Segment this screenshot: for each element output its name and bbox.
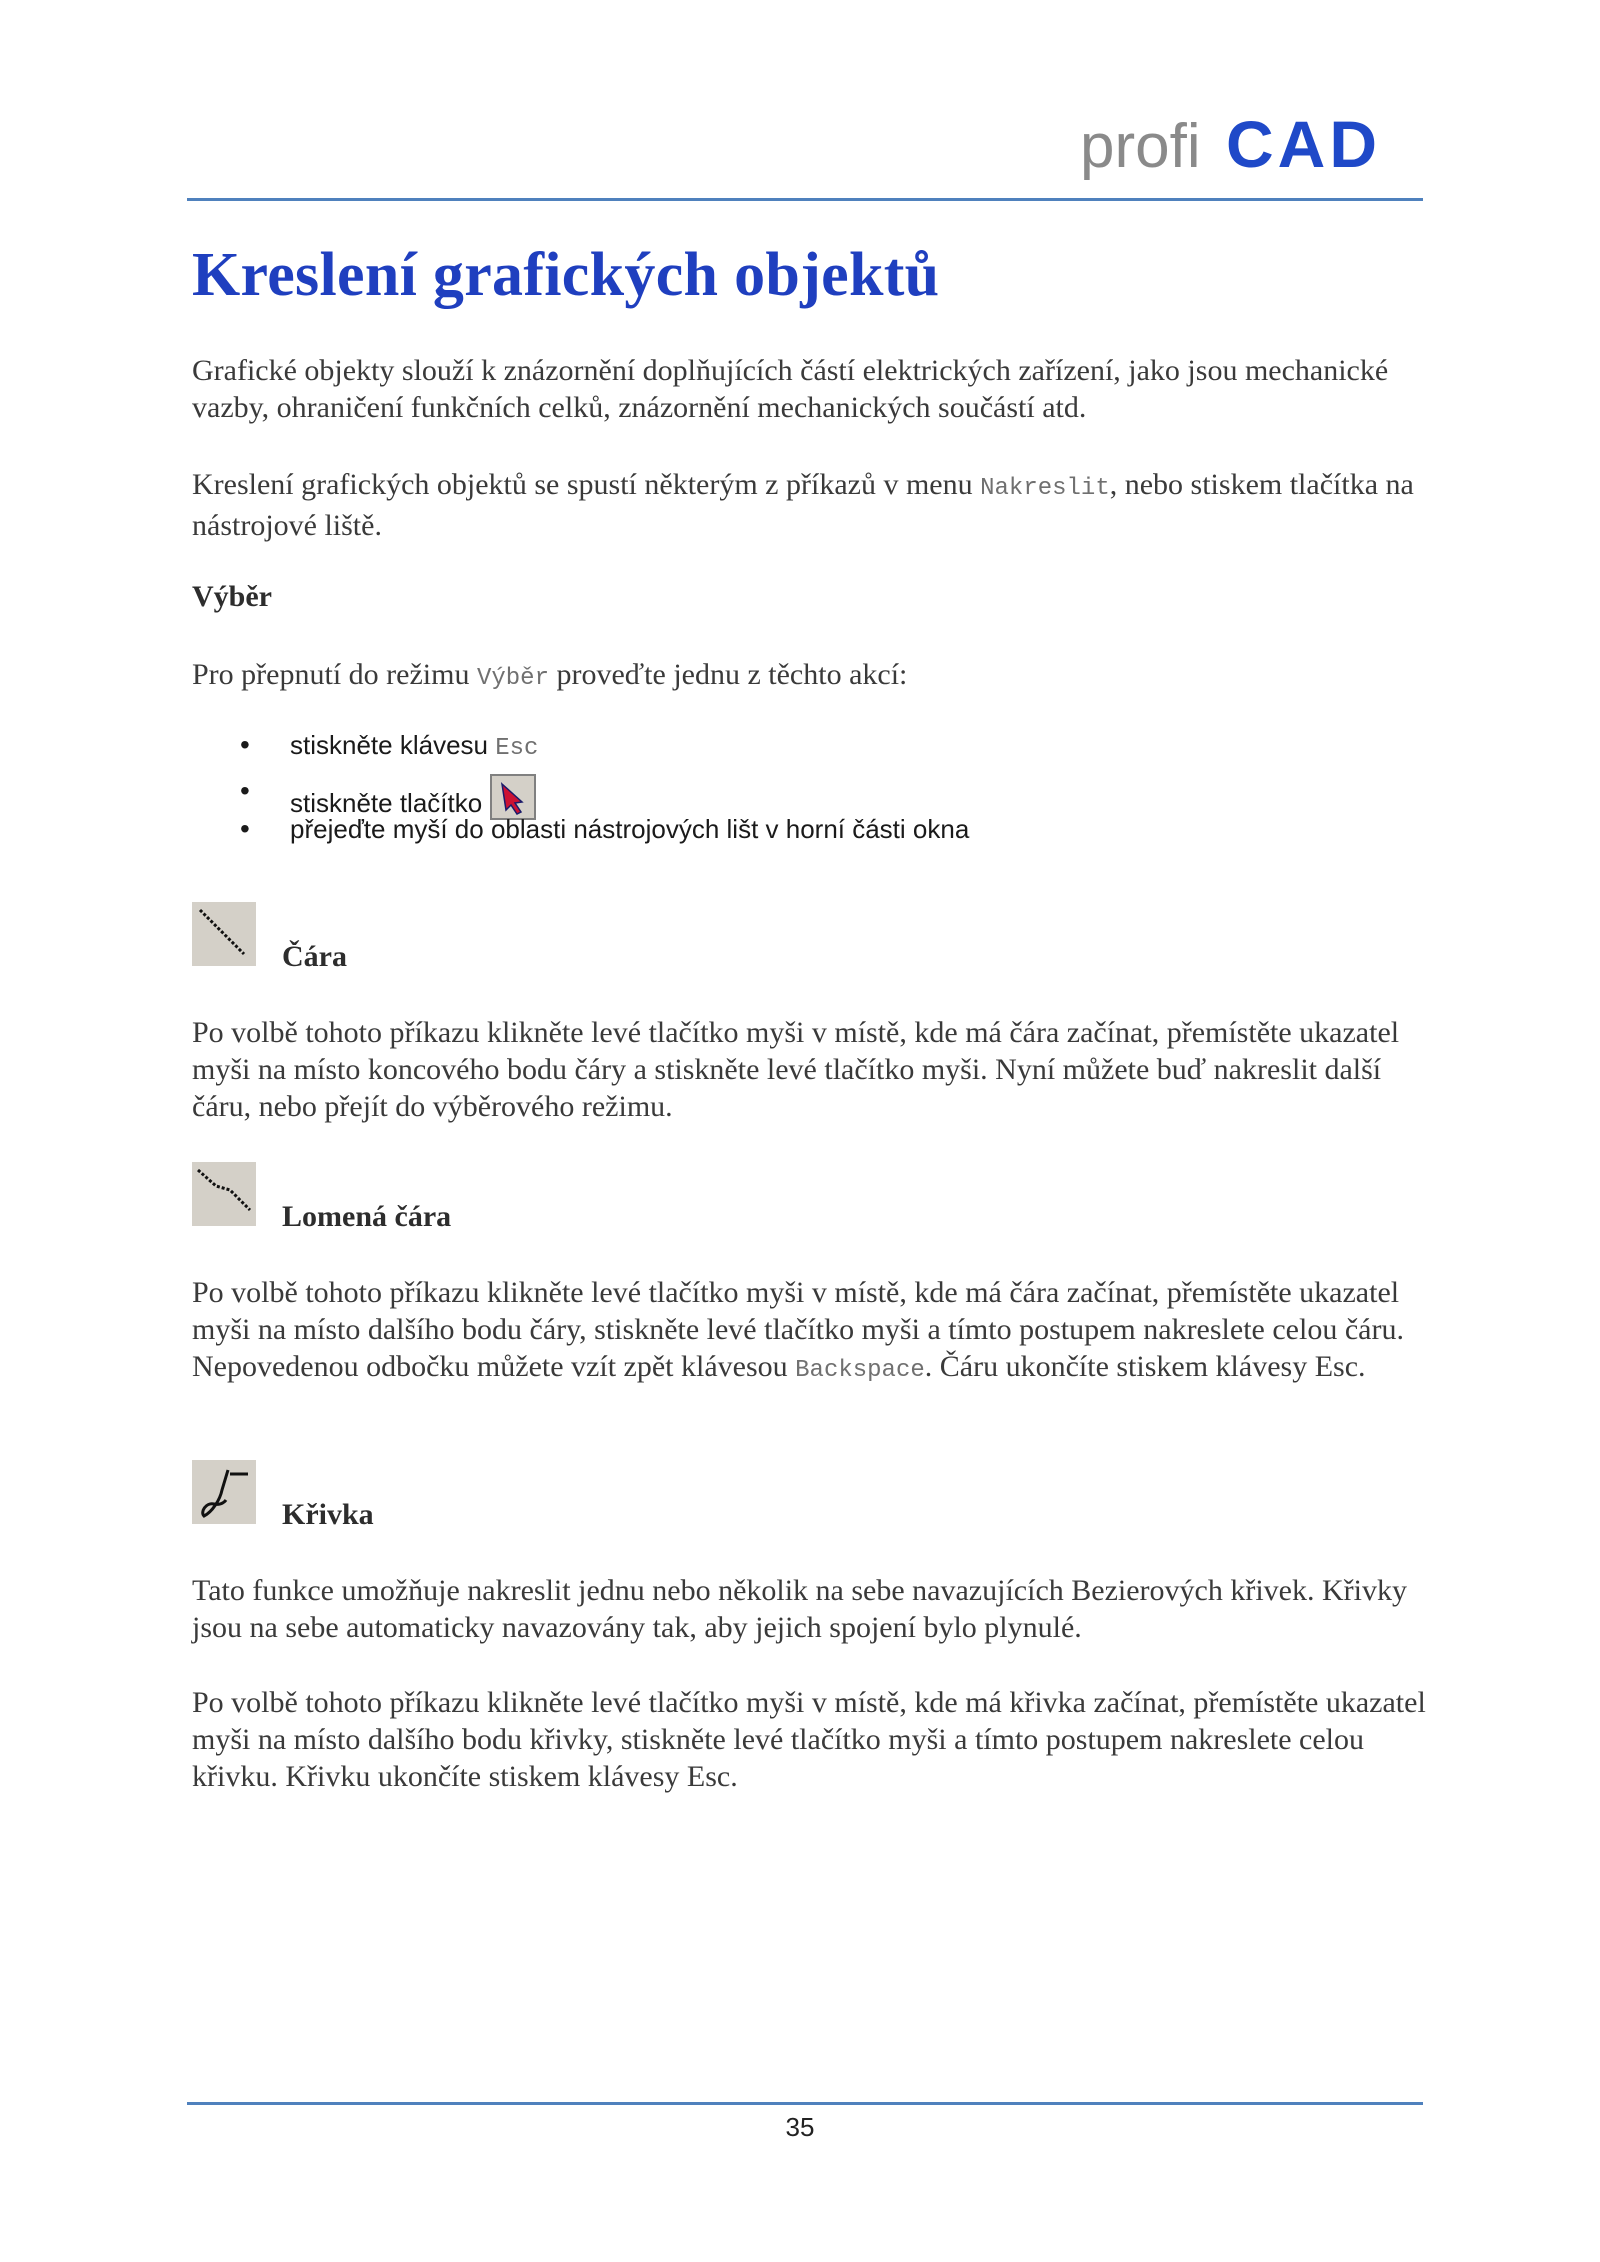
intro-p2-text-end: , nebo stiskem tlačítka na nástrojové liště. <box>192 468 1414 542</box>
curve-tool-icon <box>192 1460 256 1524</box>
mode-code-vyber: Výběr <box>476 665 549 692</box>
vyber-text-end: proveďte jednu z těchto akcí: <box>548 658 908 691</box>
lomena-text: Po volbě tohoto příkazu klikněte levé tlačítko myši v místě, kde má čára začínat, přemístěte ukazatel myši na místo dalšího bodu čáry, stiskněte levé tlačítko myši a tímto postupem nakreslete celou čáru. Nepovedenou odbočku můžete vzít zpět klávesou <box>192 1276 1404 1383</box>
key-code-esc: Esc <box>495 735 539 762</box>
lomena-paragraph <box>192 1274 1432 1389</box>
logo-text-cad: CAD <box>1226 107 1381 181</box>
vyber-bullet-list <box>240 726 969 848</box>
footer-rule <box>187 2102 1423 2105</box>
krivka-paragraph-2: Po volbě tohoto příkazu klikněte levé tlačítko myši v místě, kde má křivka začínat, přemístěte ukazatel myši na místo dalšího bodu křivky, stiskněte levé tlačítko myši a tímto postupem nakreslete celou křivku. Křivku ukončíte stiskem klávesy Esc. <box>192 1686 1426 1793</box>
lomena-text-end: . Čáru ukončíte stiskem klávesy Esc. <box>924 1350 1366 1383</box>
line-tool-icon <box>192 902 256 966</box>
menu-code-nakreslit: Nakreslit <box>980 475 1110 502</box>
section-heading-cara: Čára <box>282 940 347 973</box>
intro-paragraph-2 <box>192 466 1432 544</box>
section-heading-vyber: Výběr <box>192 580 272 613</box>
cara-paragraph: Po volbě tohoto příkazu klikněte levé tlačítko myši v místě, kde má čára začínat, přemístěte ukazatel myši na místo koncového bodu čáry a stiskněte levé tlačítko myši. Nyní můžete buď nakreslit další čáru, nebo přejít do výběrového režimu. <box>192 1016 1400 1123</box>
list-item <box>240 726 969 764</box>
section-heading-krivka: Křivka <box>282 1498 374 1531</box>
proficad-logo <box>1080 105 1410 185</box>
intro-p2-text: Kreslení grafických objektů se spustí některým z příkazů v menu <box>192 468 981 501</box>
header-rule <box>187 198 1423 201</box>
bullet-2-text: stiskněte tlačítko <box>290 788 483 818</box>
section-heading-lomena-cara: Lomená čára <box>282 1200 452 1233</box>
vyber-paragraph <box>192 656 1432 697</box>
logo-text-profi: profi <box>1080 112 1201 181</box>
page-number: 35 <box>785 2112 815 2142</box>
intro-paragraph-1: Grafické objekty slouží k znázornění doplňujících částí elektrických zařízení, jako jsou mechanické vazby, ohraničení funkčních celků, znázornění mechanických součástí atd. <box>192 354 1389 424</box>
polyline-tool-icon <box>192 1162 256 1226</box>
bullet-3-text: přejeďte myší do oblasti nástrojových lišt v horní části okna <box>290 814 970 844</box>
bullet-1-text: stiskněte klávesu <box>290 730 496 760</box>
vyber-text: Pro přepnutí do režimu <box>192 658 477 691</box>
list-item <box>240 772 969 818</box>
page-title: Kreslení grafických objektů <box>192 241 940 309</box>
list-item <box>240 810 969 848</box>
key-code-backspace: Backspace <box>795 1357 925 1384</box>
krivka-paragraph-1: Tato funkce umožňuje nakreslit jednu nebo několik na sebe navazujících Bezierových křivek. Křivky jsou na sebe automaticky navazovány tak, aby jejich spojení bylo plynulé. <box>192 1574 1407 1644</box>
